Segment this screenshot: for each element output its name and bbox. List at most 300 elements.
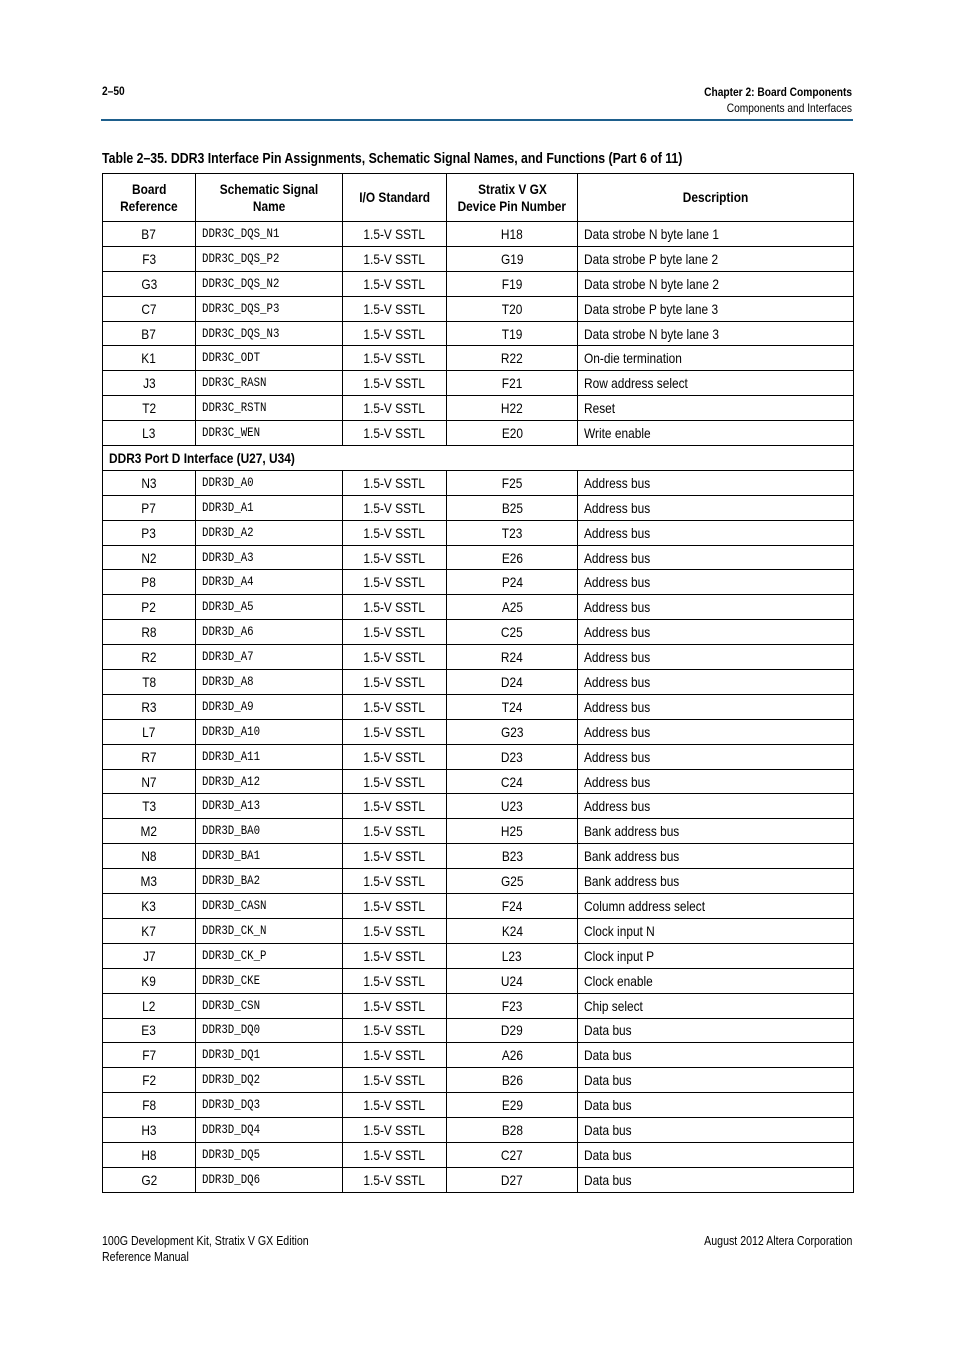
signal-name-cell-text: DDR3D_DQ6 <box>202 1172 261 1187</box>
io-standard-cell-text: 1.5-V SSTL <box>363 848 426 865</box>
header-io-standard <box>343 174 447 222</box>
device-pin-cell-text: R22 <box>501 350 523 367</box>
device-pin-cell <box>447 719 578 744</box>
board-reference-cell-text: P8 <box>141 574 157 591</box>
header-device-pin-l1: Stratix V GX <box>477 180 547 197</box>
io-standard-cell-text: 1.5-V SSTL <box>363 922 426 939</box>
signal-name-cell <box>196 470 343 495</box>
description-cell <box>578 545 854 570</box>
description-cell-text: Data bus <box>584 1072 632 1089</box>
board-reference-cell-text: M3 <box>140 873 158 890</box>
table-row <box>103 719 854 744</box>
device-pin-cell <box>447 1167 578 1192</box>
signal-name-cell-text: DDR3D_DQ4 <box>202 1123 261 1137</box>
signal-name-cell <box>196 1093 343 1118</box>
page-number: 2–50 <box>102 84 125 98</box>
table-row <box>103 943 854 968</box>
board-reference-cell <box>103 744 196 769</box>
board-reference-cell <box>103 819 196 844</box>
description-cell-text: Column address select <box>584 897 706 914</box>
device-pin-cell-text: A26 <box>501 1047 523 1064</box>
header-device-pin <box>447 174 578 222</box>
table-row <box>103 520 854 545</box>
signal-name-cell <box>196 371 343 396</box>
signal-name-cell <box>196 819 343 844</box>
description-cell-text: Data strobe P byte lane 3 <box>584 300 719 317</box>
board-reference-cell-text: P2 <box>141 599 157 616</box>
board-reference-cell-text: N2 <box>141 549 157 566</box>
description-cell <box>578 744 854 769</box>
board-reference-cell <box>103 694 196 719</box>
section-title-cell <box>103 446 854 471</box>
board-reference-cell-text: T8 <box>142 673 156 690</box>
device-pin-cell <box>447 1043 578 1068</box>
chapter-title: Chapter 2: Board Components <box>704 85 852 99</box>
device-pin-cell <box>447 670 578 695</box>
io-standard-cell <box>343 943 447 968</box>
io-standard-cell-text: 1.5-V SSTL <box>363 549 426 566</box>
io-standard-cell-text: 1.5-V SSTL <box>363 474 426 491</box>
device-pin-cell-text: A25 <box>501 599 523 616</box>
signal-name-cell <box>196 968 343 993</box>
description-cell <box>578 1118 854 1143</box>
device-pin-cell <box>447 396 578 421</box>
device-pin-cell <box>447 520 578 545</box>
device-pin-cell-text: F19 <box>501 275 523 292</box>
device-pin-cell <box>447 371 578 396</box>
device-pin-cell <box>447 993 578 1018</box>
board-reference-cell-text: R7 <box>141 748 157 765</box>
signal-name-cell <box>196 1043 343 1068</box>
device-pin-cell <box>447 570 578 595</box>
board-reference-cell <box>103 719 196 744</box>
description-cell <box>578 520 854 545</box>
io-standard-cell-text: 1.5-V SSTL <box>363 823 426 840</box>
description-cell-text: Data bus <box>584 1122 632 1138</box>
io-standard-cell-text: 1.5-V SSTL <box>363 499 426 516</box>
table-row <box>103 645 854 670</box>
device-pin-cell <box>447 1018 578 1043</box>
description-cell-text: Address bus <box>584 524 651 541</box>
device-pin-cell-text: F21 <box>501 375 523 392</box>
signal-name-cell-text: DDR3D_A3 <box>202 550 254 565</box>
io-standard-cell <box>343 470 447 495</box>
device-pin-cell-text: G23 <box>500 723 524 740</box>
running-header <box>704 84 852 116</box>
pin-assignment-table <box>102 173 854 1193</box>
signal-name-cell <box>196 1167 343 1192</box>
description-cell <box>578 993 854 1018</box>
device-pin-cell <box>447 1093 578 1118</box>
io-standard-cell <box>343 321 447 346</box>
description-cell <box>578 869 854 894</box>
device-pin-cell-text: R24 <box>501 649 523 666</box>
io-standard-cell <box>343 545 447 570</box>
board-reference-cell <box>103 993 196 1018</box>
device-pin-cell <box>447 744 578 769</box>
footer-product: 100G Development Kit, Stratix V GX Edition <box>102 1234 309 1248</box>
io-standard-cell <box>343 421 447 446</box>
signal-name-cell <box>196 993 343 1018</box>
io-standard-cell-text: 1.5-V SSTL <box>363 997 426 1014</box>
device-pin-cell <box>447 421 578 446</box>
board-reference-cell <box>103 1142 196 1167</box>
signal-name-cell <box>196 844 343 869</box>
io-standard-cell <box>343 520 447 545</box>
io-standard-cell-text: 1.5-V SSTL <box>363 425 426 442</box>
board-reference-cell <box>103 545 196 570</box>
device-pin-cell-text: E20 <box>501 425 523 442</box>
signal-name-cell-text: DDR3C_RASN <box>202 376 267 391</box>
section-title-text: DDR3 Port D Interface (U27, U34) <box>109 449 295 466</box>
io-standard-cell <box>343 222 447 247</box>
description-cell-text: Address bus <box>584 549 651 566</box>
header-description <box>578 174 854 222</box>
device-pin-cell <box>447 1142 578 1167</box>
board-reference-cell <box>103 222 196 247</box>
signal-name-cell <box>196 694 343 719</box>
signal-name-cell <box>196 495 343 520</box>
signal-name-cell-text: DDR3C_DQS_P3 <box>202 301 280 316</box>
table-row <box>103 222 854 247</box>
signal-name-cell <box>196 719 343 744</box>
board-reference-cell-text: N8 <box>141 848 157 865</box>
footer-doc-type: Reference Manual <box>102 1250 189 1264</box>
table-row <box>103 694 854 719</box>
board-reference-cell-text: P3 <box>141 524 157 541</box>
device-pin-cell-text: D23 <box>501 748 523 765</box>
signal-name-cell-text: DDR3D_A8 <box>202 674 254 689</box>
table-row <box>103 1142 854 1167</box>
description-cell-text: Address bus <box>584 649 651 666</box>
table-caption: Table 2–35. DDR3 Interface Pin Assignments, Schematic Signal Names, and Functions (Part 6 of 11) <box>102 150 683 167</box>
device-pin-cell-text: B25 <box>501 499 523 516</box>
io-standard-cell <box>343 620 447 645</box>
signal-name-cell <box>196 769 343 794</box>
description-cell-text: Write enable <box>584 425 651 442</box>
signal-name-cell-text: DDR3D_A10 <box>202 724 261 739</box>
board-reference-cell-text: H3 <box>141 1122 157 1138</box>
header-device-pin-l2: Device Pin Number <box>457 197 567 214</box>
io-standard-cell-text: 1.5-V SSTL <box>363 524 426 541</box>
io-standard-cell-text: 1.5-V SSTL <box>363 698 426 715</box>
description-cell <box>578 222 854 247</box>
signal-name-cell <box>196 346 343 371</box>
table-row <box>103 246 854 271</box>
io-standard-cell-text: 1.5-V SSTL <box>363 773 426 790</box>
board-reference-cell-text: J7 <box>142 947 156 964</box>
board-reference-cell-text: F7 <box>142 1047 156 1064</box>
board-reference-cell <box>103 570 196 595</box>
device-pin-cell-text: T23 <box>501 524 523 541</box>
board-reference-cell-text: R8 <box>141 624 157 641</box>
io-standard-cell <box>343 1142 447 1167</box>
signal-name-cell-text: DDR3D_A9 <box>202 699 254 714</box>
io-standard-cell <box>343 296 447 321</box>
signal-name-cell-text: DDR3D_A6 <box>202 625 254 640</box>
table-row <box>103 1068 854 1093</box>
io-standard-cell-text: 1.5-V SSTL <box>363 599 426 616</box>
header-board-reference-l2: Reference <box>120 197 178 214</box>
signal-name-cell <box>196 1118 343 1143</box>
device-pin-cell-text: B23 <box>501 848 523 865</box>
device-pin-cell-text: H22 <box>501 400 523 417</box>
description-cell-text: Bank address bus <box>584 873 680 890</box>
board-reference-cell-text: K7 <box>141 922 157 939</box>
board-reference-cell <box>103 1167 196 1192</box>
board-reference-cell-text: J3 <box>142 375 156 392</box>
description-cell-text: Address bus <box>584 673 651 690</box>
section-row <box>103 446 854 471</box>
device-pin-cell-text: E29 <box>501 1097 523 1114</box>
board-reference-cell-text: L7 <box>142 723 156 740</box>
io-standard-cell <box>343 694 447 719</box>
table-row <box>103 321 854 346</box>
description-cell <box>578 968 854 993</box>
board-reference-cell-text: F8 <box>142 1097 156 1114</box>
signal-name-cell-text: DDR3D_A7 <box>202 650 254 665</box>
table-row <box>103 1018 854 1043</box>
device-pin-cell-text: E26 <box>501 549 523 566</box>
io-standard-cell-text: 1.5-V SSTL <box>363 798 426 815</box>
signal-name-cell <box>196 620 343 645</box>
signal-name-cell-text: DDR3D_A5 <box>202 600 254 615</box>
device-pin-cell <box>447 794 578 819</box>
board-reference-cell-text: H8 <box>141 1146 157 1163</box>
signal-name-cell-text: DDR3D_DQ5 <box>202 1147 261 1162</box>
board-reference-cell-text: B7 <box>141 325 157 342</box>
description-cell <box>578 670 854 695</box>
io-standard-cell-text: 1.5-V SSTL <box>363 1122 426 1138</box>
description-cell <box>578 1043 854 1068</box>
board-reference-cell <box>103 645 196 670</box>
signal-name-cell <box>196 271 343 296</box>
signal-name-cell <box>196 421 343 446</box>
section-title: Components and Interfaces <box>726 101 852 115</box>
description-cell <box>578 1018 854 1043</box>
io-standard-cell-text: 1.5-V SSTL <box>363 375 426 392</box>
description-cell-text: Address bus <box>584 748 651 765</box>
signal-name-cell <box>196 246 343 271</box>
signal-name-cell-text: DDR3D_A1 <box>202 500 254 515</box>
board-reference-cell <box>103 396 196 421</box>
device-pin-cell-text: U23 <box>501 798 523 815</box>
description-cell <box>578 794 854 819</box>
device-pin-cell <box>447 271 578 296</box>
io-standard-cell <box>343 1068 447 1093</box>
table-row <box>103 1093 854 1118</box>
io-standard-cell <box>343 819 447 844</box>
device-pin-cell-text: G19 <box>500 250 524 267</box>
signal-name-cell <box>196 670 343 695</box>
header-signal-name-l2: Name <box>252 197 286 214</box>
device-pin-cell <box>447 1068 578 1093</box>
device-pin-cell-text: D29 <box>501 1022 523 1039</box>
board-reference-cell-text: K9 <box>141 972 157 989</box>
io-standard-cell <box>343 1018 447 1043</box>
io-standard-cell <box>343 769 447 794</box>
io-standard-cell-text: 1.5-V SSTL <box>363 1097 426 1114</box>
board-reference-cell-text: K1 <box>141 350 157 367</box>
signal-name-cell <box>196 520 343 545</box>
device-pin-cell <box>447 246 578 271</box>
board-reference-cell <box>103 321 196 346</box>
description-cell-text: Data strobe P byte lane 2 <box>584 250 719 267</box>
io-standard-cell <box>343 794 447 819</box>
io-standard-cell-text: 1.5-V SSTL <box>363 897 426 914</box>
io-standard-cell <box>343 918 447 943</box>
board-reference-cell-text: F2 <box>142 1072 156 1089</box>
description-cell-text: On-die termination <box>584 350 682 367</box>
device-pin-cell <box>447 346 578 371</box>
signal-name-cell-text: DDR3D_DQ2 <box>202 1073 261 1088</box>
device-pin-cell <box>447 495 578 520</box>
signal-name-cell <box>196 894 343 919</box>
io-standard-cell-text: 1.5-V SSTL <box>363 350 426 367</box>
board-reference-cell <box>103 844 196 869</box>
device-pin-cell <box>447 1118 578 1143</box>
device-pin-cell-text: F23 <box>501 997 523 1014</box>
description-cell-text: Address bus <box>584 574 651 591</box>
board-reference-cell-text: K3 <box>141 897 157 914</box>
signal-name-cell-text: DDR3C_DQS_N2 <box>202 276 280 291</box>
description-cell <box>578 421 854 446</box>
header-board-reference-l1: Board <box>131 180 167 197</box>
description-cell-text: Clock enable <box>584 972 653 989</box>
board-reference-cell <box>103 968 196 993</box>
table-row <box>103 1043 854 1068</box>
io-standard-cell-text: 1.5-V SSTL <box>363 250 426 267</box>
device-pin-cell <box>447 844 578 869</box>
board-reference-cell <box>103 421 196 446</box>
signal-name-cell-text: DDR3D_A12 <box>202 774 261 789</box>
board-reference-cell <box>103 470 196 495</box>
signal-name-cell-text: DDR3D_A0 <box>202 475 254 490</box>
signal-name-cell <box>196 1068 343 1093</box>
signal-name-cell-text: DDR3C_DQS_N3 <box>202 326 280 341</box>
device-pin-cell-text: H25 <box>501 823 523 840</box>
board-reference-cell-text: R2 <box>141 649 157 666</box>
table-row <box>103 894 854 919</box>
signal-name-cell-text: DDR3D_DQ3 <box>202 1098 261 1113</box>
io-standard-cell <box>343 894 447 919</box>
table-row <box>103 271 854 296</box>
description-cell <box>578 620 854 645</box>
signal-name-cell <box>196 869 343 894</box>
board-reference-cell <box>103 1018 196 1043</box>
description-cell-text: Data bus <box>584 1047 632 1064</box>
table-row <box>103 470 854 495</box>
io-standard-cell-text: 1.5-V SSTL <box>363 1171 426 1188</box>
signal-name-cell <box>196 545 343 570</box>
table-row <box>103 296 854 321</box>
table-row <box>103 620 854 645</box>
table-row <box>103 819 854 844</box>
description-cell-text: Address bus <box>584 723 651 740</box>
signal-name-cell-text: DDR3D_BA0 <box>202 824 261 839</box>
board-reference-cell <box>103 943 196 968</box>
io-standard-cell <box>343 1118 447 1143</box>
device-pin-cell <box>447 645 578 670</box>
description-cell-text: Address bus <box>584 599 651 616</box>
io-standard-cell <box>343 1043 447 1068</box>
header-rule <box>101 119 853 121</box>
signal-name-cell-text: DDR3D_DQ0 <box>202 1023 261 1038</box>
description-cell <box>578 918 854 943</box>
device-pin-cell <box>447 545 578 570</box>
table-row <box>103 918 854 943</box>
device-pin-cell <box>447 694 578 719</box>
description-cell-text: Address bus <box>584 474 651 491</box>
board-reference-cell-text: T3 <box>142 798 156 815</box>
device-pin-cell <box>447 869 578 894</box>
board-reference-cell <box>103 1093 196 1118</box>
device-pin-cell <box>447 296 578 321</box>
description-cell <box>578 246 854 271</box>
table-row <box>103 1118 854 1143</box>
signal-name-cell <box>196 570 343 595</box>
io-standard-cell-text: 1.5-V SSTL <box>363 947 426 964</box>
io-standard-cell <box>343 570 447 595</box>
io-standard-cell <box>343 844 447 869</box>
table-row <box>103 769 854 794</box>
device-pin-cell-text: T20 <box>501 300 523 317</box>
signal-name-cell <box>196 1142 343 1167</box>
io-standard-cell-text: 1.5-V SSTL <box>363 673 426 690</box>
device-pin-cell <box>447 470 578 495</box>
description-cell <box>578 1093 854 1118</box>
io-standard-cell <box>343 495 447 520</box>
io-standard-cell-text: 1.5-V SSTL <box>363 1072 426 1089</box>
device-pin-cell <box>447 968 578 993</box>
description-cell <box>578 495 854 520</box>
signal-name-cell-text: DDR3D_CK_N <box>202 923 267 938</box>
board-reference-cell-text: C7 <box>141 300 157 317</box>
device-pin-cell-text: C25 <box>501 624 523 641</box>
signal-name-cell <box>196 1018 343 1043</box>
description-cell <box>578 470 854 495</box>
device-pin-cell-text: T24 <box>501 698 523 715</box>
board-reference-cell-text: F3 <box>142 250 156 267</box>
table-header <box>103 174 854 222</box>
table-row <box>103 844 854 869</box>
signal-name-cell-text: DDR3C_DQS_P2 <box>202 251 280 266</box>
signal-name-cell-text: DDR3D_BA1 <box>202 849 261 864</box>
io-standard-cell-text: 1.5-V SSTL <box>363 649 426 666</box>
signal-name-cell <box>196 222 343 247</box>
table-row <box>103 346 854 371</box>
signal-name-cell <box>196 296 343 321</box>
signal-name-cell-text: DDR3D_CASN <box>202 898 267 913</box>
device-pin-cell-text: D27 <box>501 1171 523 1188</box>
table-row <box>103 993 854 1018</box>
io-standard-cell-text: 1.5-V SSTL <box>363 624 426 641</box>
description-cell <box>578 694 854 719</box>
description-cell <box>578 943 854 968</box>
description-cell-text: Data strobe N byte lane 2 <box>584 275 719 292</box>
signal-name-cell-text: DDR3D_CK_P <box>202 948 267 963</box>
table-row <box>103 545 854 570</box>
description-cell <box>578 371 854 396</box>
description-cell <box>578 769 854 794</box>
description-cell-text: Data bus <box>584 1171 632 1188</box>
description-cell <box>578 844 854 869</box>
device-pin-cell-text: C24 <box>501 773 523 790</box>
signal-name-cell <box>196 321 343 346</box>
io-standard-cell-text: 1.5-V SSTL <box>363 1146 426 1163</box>
signal-name-cell-text: DDR3D_BA2 <box>202 874 261 889</box>
description-cell-text: Row address select <box>584 375 688 392</box>
